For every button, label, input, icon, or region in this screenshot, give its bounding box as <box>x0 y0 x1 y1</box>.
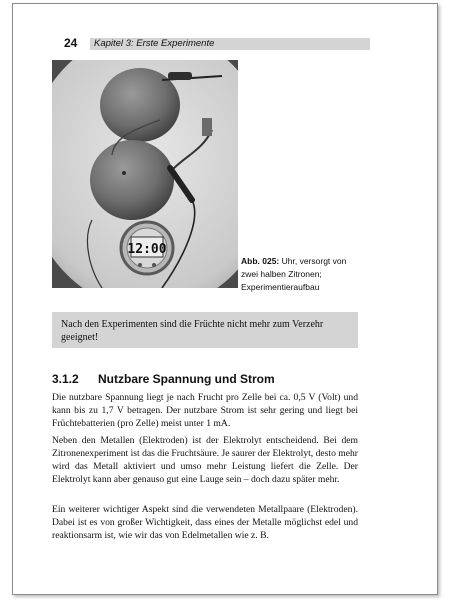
lemon-half-bottom <box>90 140 174 220</box>
body-paragraph: Die nutzbare Spannung liegt je nach Frucht pro Zelle bei ca. 0,5 V (Volt) und kann bis zu 1,7 V betragen. Der nutzbare Strom ist sehr gering und liegt bei Früchtebatterien (pro Zelle) meist unter 1 mA. <box>52 392 358 429</box>
body-paragraph: Neben den Metallen (Elektroden) ist der Elektrolyt entscheidend. Bei dem Zitronenexperiment ist das die Fruchtsäure. Je saurer der Elektrolyt, desto mehr wird das Metall aktiviert und umso mehr Leistung liefert die Zelle. Der Elektrolyt kann aber genauso gut eine Lauge sein – doch dazu später mehr. <box>52 435 358 485</box>
chapter-title: Kapitel 3: Erste Experimente <box>94 38 215 49</box>
section-title: Nutzbare Spannung und Strom <box>98 372 275 386</box>
electrode-clip <box>202 118 212 136</box>
section-heading <box>52 372 275 386</box>
alligator-clip-top <box>168 72 192 80</box>
caption-label: Abb. 025: <box>241 256 280 266</box>
figure-caption <box>241 255 359 294</box>
caption-text: Uhr, versorgt von zwei halben Zitronen; Experimentieraufbau <box>241 256 347 292</box>
running-head <box>64 38 370 51</box>
body-paragraph: Ein weiterer wichtiger Aspekt sind die verwendeten Metallpaare (Elektroden). Dabei ist es von großer Wichtigkeit, dass eines der Metalle möglichst edel und reaktionsarm ist, wie wir das von Edelmetallen wie z. B. <box>52 504 358 541</box>
warning-note <box>52 312 358 348</box>
lemon-clock-photo <box>52 60 238 288</box>
clock-reading: 12:00 <box>127 242 167 257</box>
page-number: 24 <box>64 36 78 50</box>
chapter-header-bar <box>90 38 370 50</box>
warning-note-text: Nach den Experimenten sind die Früchte nicht mehr zum Verzehr geeignet! <box>61 319 324 343</box>
section-number: 3.1.2 <box>52 372 79 386</box>
